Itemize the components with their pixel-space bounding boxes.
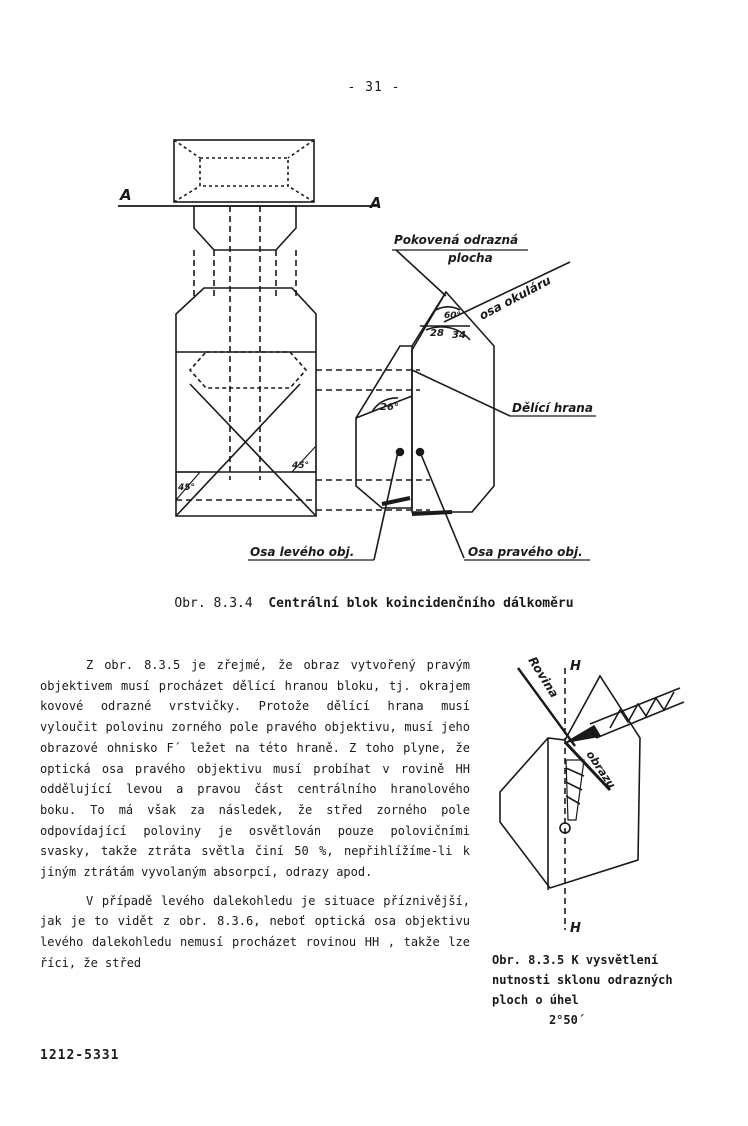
label-eyepiece-axis: osa okuláru — [476, 273, 554, 323]
figure-caption-8-3-5 — [492, 950, 692, 1030]
caption-835-text: Obr. 8.3.5 K vysvětlení nutnosti sklonu odrazných ploch o úhel — [492, 953, 673, 1007]
prism-outline — [500, 676, 640, 888]
upper-hexagon — [194, 206, 296, 250]
label-plane: Rovina — [525, 654, 562, 701]
figure-8-3-5 — [500, 668, 684, 930]
label-angle-26: 26° — [380, 402, 399, 413]
label-angle-34: 34 — [452, 330, 466, 341]
label-dividing-edge: Dělící hrana — [512, 401, 593, 415]
paragraph-1: Z obr. 8.3.5 je zřejmé, že obraz vytvořený pravým objektivem musí procházet dělící hranou bloku, tj. okrajem kovové odrazné vrstvičky. Protože dělící hrana musí vyloučit polovinu zorného pole pravého objektivu, musí jeho obrazové ohnisko F´ ležet na této hraně. Z toho plyne, že optická osa pravého objektivu musí probíhat v rovině HH oddělující levou a pravou část centrálního hranolového boku. To má však za následek, že střed zorného pole odpovídající poloviny je osvětlován pouze polovičními svasky, takže ztráta světla činí 50 %, nepřihlížíme-li k jiným ztrátám vyvolaným absorpcí, odrazy apod. — [40, 658, 470, 880]
document-code: 1212-5331 — [40, 1048, 120, 1063]
label-right-objective-axis: Osa pravého obj. — [468, 545, 583, 559]
caption-835-angle: 2°50´ — [548, 1013, 586, 1027]
page-number: - 31 - — [347, 80, 401, 95]
top-box — [174, 140, 314, 202]
paragraph-2: V případě levého dalekohledu je situace příznivější, jak je to vidět z obr. 8.3.6, neboť optická osa objektivu levého dalekohledu nemusí procházet rovinou HH , takže lze říci, že střed — [40, 893, 470, 970]
label-left-objective-axis: Osa levého obj. — [250, 545, 355, 559]
label-h-top: H — [570, 659, 581, 674]
label-mirror-line1: Pokovená odrazná — [394, 233, 519, 247]
body-text — [40, 655, 470, 974]
label-mirror-line2: plocha — [448, 251, 493, 265]
label-angle-60: 60° — [444, 311, 462, 321]
caption-title: Centrální blok koincidenčního dálkoměru — [268, 596, 574, 611]
main-block — [176, 288, 316, 516]
label-a-left: A — [120, 186, 132, 204]
label-angle-45-right: 45° — [292, 461, 310, 471]
label-h-bottom: H — [570, 921, 581, 936]
figure-caption-8-3-4 — [0, 596, 748, 611]
label-angle-45-left: 45° — [178, 483, 196, 493]
label-angle-28: 28 — [430, 328, 444, 339]
caption-number: Obr. 8.3.4 — [174, 596, 253, 611]
label-image: obrazu — [583, 748, 619, 791]
label-a-right: A — [370, 194, 382, 212]
left-prism-part — [356, 346, 412, 508]
